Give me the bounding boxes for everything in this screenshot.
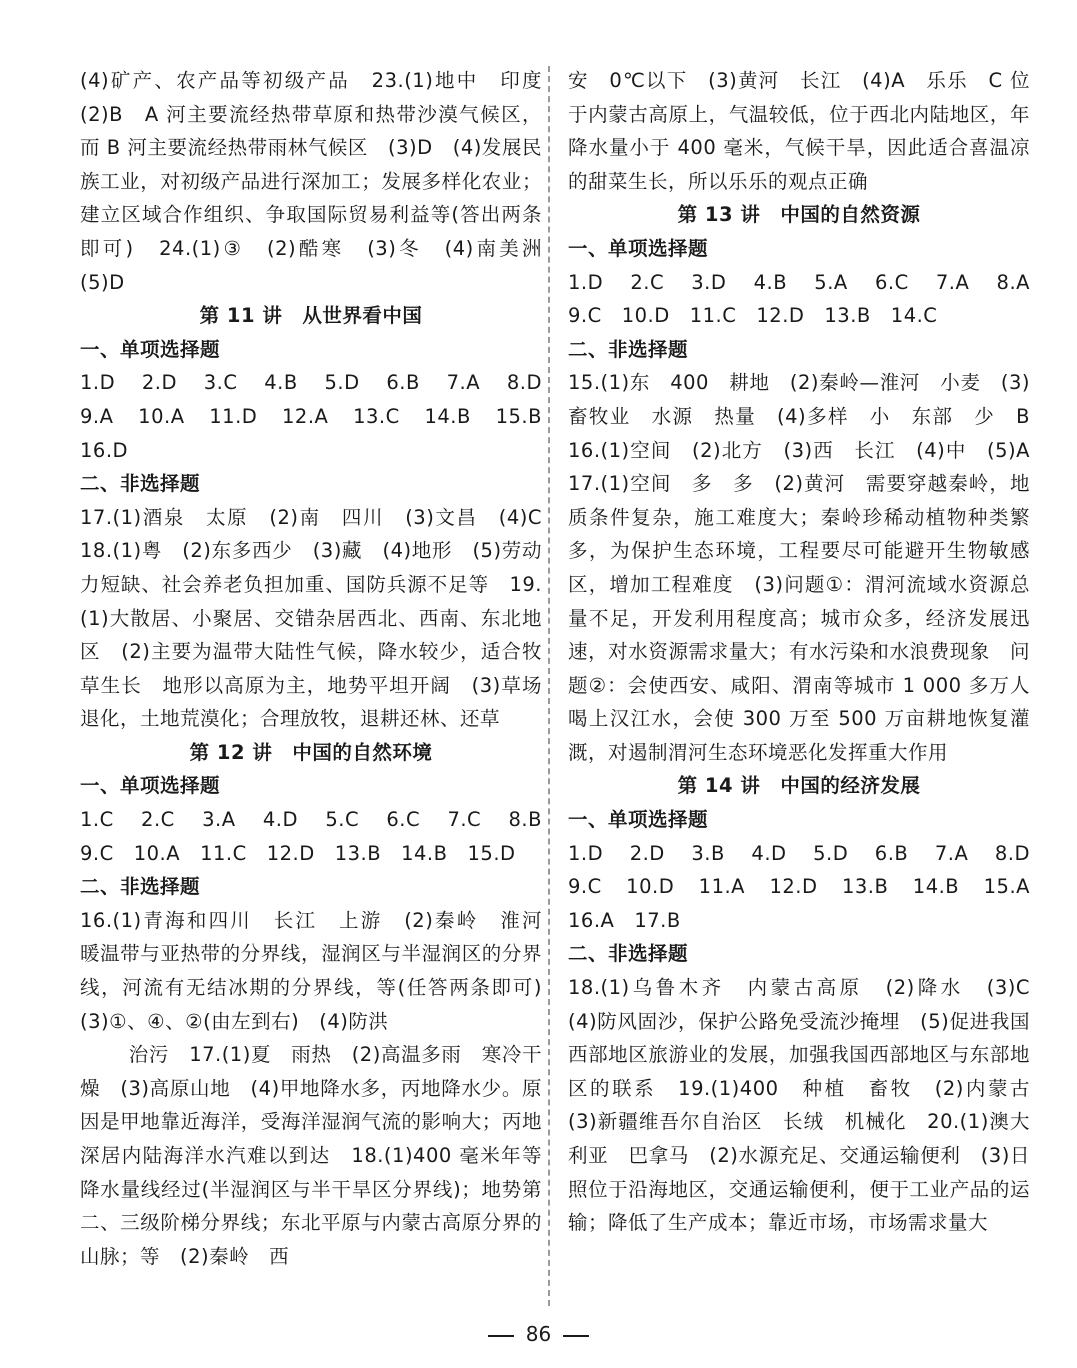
section-title: 第 13 讲 中国的自然资源 <box>677 203 921 227</box>
answer-paragraph: 1.D 2.C 3.D 4.B 5.A 6.C 7.A 8.A 9.C 10.D 11.C 12.D 13.B 14.C <box>568 270 1051 328</box>
answer-paragraph: 治污 17.(1)夏 雨热 (2)高温多雨 寒冷干燥 (3)高原山地 (4)甲地降水多，丙地降水少。原因是甲地靠近海洋，受海洋湿润气流的影响大；丙地深居内陆海洋水汽难以到达 18.(1)400 毫米年等降水量线经过(半湿润区与半干旱区分界线)；地势第二、三级阶梯分界线；东北平原与内蒙古高原分界的山脉；等 (2)秦岭 西 <box>80 1043 542 1268</box>
answer-paragraph: 1.D 2.D 3.C 4.B 5.D 6.B 7.A 8.D 9.A 10.A 11.D 12.A 13.C 14.B 15.B 16.D <box>80 371 563 462</box>
section-heading: 一、单项选择题 <box>80 774 221 798</box>
answer-paragraph: 18.(1)乌鲁木齐 内蒙古高原 (2)降水 (3)C (4)防风固沙，保护公路免受流沙掩埋 (5)促进我国西部地区旅游业的发展，加强我国西部地区与东部地区的联系 19.(1)400 种植 畜牧 (2)内蒙古 (3)新疆维吾尔自治区 长绒 机械化 20.(1)澳大利亚 巴拿马 (2)水源充足、交通运输便利 (3)日照位于沿海地区，交通运输便利，便于工业产品的运输；降低了生产成本；靠近市场，市场需求量大 <box>568 976 1051 1235</box>
answer-paragraph: 1.C 2.C 3.A 4.D 5.C 6.C 7.C 8.B 9.C 10.A 11.C 12.D 13.B 14.B 15.D <box>80 808 563 865</box>
footer-dash-right <box>563 1335 589 1337</box>
column-divider <box>548 66 550 1306</box>
section-heading: 二、非选择题 <box>80 472 201 496</box>
right-column <box>568 64 1051 1240</box>
page-footer <box>0 1322 1077 1346</box>
section-title: 第 14 讲 中国的经济发展 <box>677 774 921 798</box>
page-number: 86 <box>525 1322 552 1346</box>
section-heading: 二、非选择题 <box>568 942 689 966</box>
section-heading: 一、单项选择题 <box>80 337 221 361</box>
answer-paragraph: 安 0℃以下 (3)黄河 长江 (4)A 乐乐 C 位于内蒙古高原上，气温较低，位于西北内陆地区，年降水量小于 400 毫米，气候干旱，因此适合喜温凉的甜菜生长，所以乐乐的观点正确 <box>568 69 1030 193</box>
answer-paragraph: (4)矿产、农产品等初级产品 23.(1)地中 印度 (2)B A 河主要流经热带草原和热带沙漠气候区，而 B 河主要流经热带雨林气候区 (3)D (4)发展民族工业，对初级产品进行深加工；发展多样化农业；建立区域合作组织、争取国际贸易利益等(答出两条即可) 24.(1)③ (2)酷寒 (3)冬 (4)南美洲 (5)D <box>80 69 563 294</box>
footer-dash-left <box>488 1335 514 1337</box>
section-heading: 一、单项选择题 <box>568 236 709 260</box>
section-title: 第 11 讲 从世界看中国 <box>199 304 423 328</box>
answer-paragraph: 15.(1)东 400 耕地 (2)秦岭—淮河 小麦 (3)畜牧业 水源 热量 (4)多样 小 东部 少 B 16.(1)空间 (2)北方 (3)西 长江 (4)中 (5)A 17.(1)空间 多 多 (2)黄河 需要穿越秦岭，地质条件复杂，施工难度大；秦岭珍稀动植物种类繁多，为保护生态环境，工程要尽可能避开生物敏感区，增加工程难度 (3)问题①：渭河流域水资源总量不足，开发利用程度高；城市众多，经济发展迅速，对水资源需求量大；有水污染和水浪费现象 问题②：会使西安、咸阳、渭南等城市 1 000 多万人喝上汉江水，会使 300 万至 500 万亩耕地恢复灌溉，对遏制渭河生态环境恶化发挥重大作用 <box>568 371 1051 764</box>
answer-paragraph: 1.D 2.D 3.B 4.D 5.D 6.B 7.A 8.D 9.C 10.D 11.A 12.D 13.B 14.B 15.A 16.A 17.B <box>568 841 1051 932</box>
answer-paragraph: 16.(1)青海和四川 长江 上游 (2)秦岭 淮河 暖温带与亚热带的分界线，湿润区与半湿润区的分界线，河流有无结冰期的分界线，等(任答两条即可) (3)①、④、②(由左到右) (4)防洪 <box>80 908 563 1033</box>
left-column <box>80 64 563 1273</box>
section-heading: 一、单项选择题 <box>568 808 709 832</box>
section-title: 第 12 讲 中国的自然环境 <box>189 740 433 764</box>
answer-paragraph: 17.(1)酒泉 太原 (2)南 四川 (3)文昌 (4)C 18.(1)粤 (2)东多西少 (3)藏 (4)地形 (5)劳动力短缺、社会养老负担加重、国防兵源不足等 19.(1)大散居、小聚居、交错杂居西北、西南、东北地区 (2)主要为温带大陆性气候，降水较少，适合牧草生长 地形以高原为主，地势平坦开阔 (3)草场退化，土地荒漠化；合理放牧，退耕还林、还草 <box>80 505 563 731</box>
section-heading: 二、非选择题 <box>80 875 201 899</box>
section-heading: 二、非选择题 <box>568 337 689 361</box>
